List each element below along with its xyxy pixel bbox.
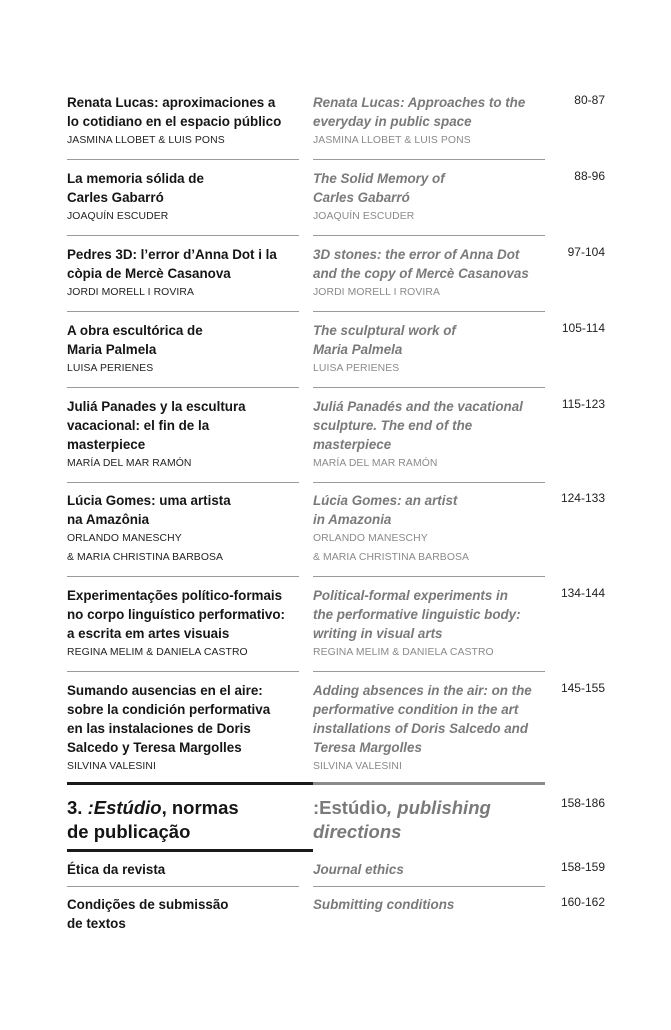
section-rule [67,782,313,785]
page-range: 124-133 [560,491,605,505]
entry-title-line: A obra escultórica de [67,323,203,338]
entry-translation [313,169,545,226]
entry-translation [313,681,545,776]
entry-title-line: in Amazonia [313,512,392,527]
entry-title-line: no corpo linguístico performativo: [67,607,285,622]
entry-authors: JASMINA LLOBET & LUIS PONS [67,135,225,146]
divider [67,311,299,312]
section-title-translation [313,796,545,844]
entry-title-line: everyday in public space [313,114,472,129]
entry-title-line: Adding absences in the air: on the [313,683,532,698]
page-range: 115-123 [561,397,605,411]
entry-title-line: Salcedo y Teresa Margolles [67,740,242,755]
page-range: 134-144 [560,586,605,600]
entry-translation [313,491,545,567]
entry-authors: JASMINA LLOBET & LUIS PONS [313,135,471,146]
entry-original [67,860,297,879]
entry-authors: REGINA MELIM & DANIELA CASTRO [67,647,248,658]
entry-title-line: lo cotidiano en el espacio público [67,114,282,129]
entry-title-line: sobre la condición performativa [67,702,271,717]
entry-authors: JORDI MORELL I ROVIRA [67,287,195,298]
divider [313,576,545,577]
entry-authors: & MARIA CHRISTINA BARBOSA [313,552,470,563]
page-range: 158-159 [560,860,605,874]
entry-title-line: Condições de submissão [67,897,229,912]
entry-title-line: de textos [67,916,126,931]
entry-translation [313,93,545,150]
section-title-line: directions [313,821,402,842]
entry-authors: MARÍA DEL MAR RAMÓN [313,458,438,469]
entry-title-line: sculpture. The end of the [313,418,473,433]
entry-title-line: na Amazônia [67,512,150,527]
entry-original [67,397,297,473]
entry-authors: ORLANDO MANESCHY [313,533,428,544]
divider [67,159,299,160]
entry-title-line: installations of Doris Salcedo and [313,721,529,736]
entry-title-line: Lúcia Gomes: uma artista [67,493,231,508]
entry-translation [313,245,545,302]
entry-title-line: and the copy of Mercè Casanovas [313,266,529,281]
entry-authors: LUISA PERIENES [67,363,154,374]
page-range: 105-114 [561,321,605,335]
entry-title-line: writing in visual arts [313,626,443,641]
entry-title-line: 3D stones: the error of Anna Dot [313,247,520,262]
entry-title-line: La memoria sólida de [67,171,204,186]
entry-authors: REGINA MELIM & DANIELA CASTRO [313,647,494,658]
entry-title-line: Juliá Panadés and the vacational [313,399,523,414]
section-rule [313,782,545,785]
divider [67,482,299,483]
divider [67,671,299,672]
entry-title-line: vacacional: el fin de la [67,418,210,433]
page-range: 88-96 [574,169,605,183]
page-range: 97-104 [567,245,605,259]
entry-title-line: The sculptural work of [313,323,456,338]
entry-title-line: masterpiece [67,437,146,452]
entry-original [67,93,297,150]
entry-title-line: Maria Palmela [313,342,403,357]
section-number: 3. [67,797,83,818]
entry-title-line: Pedres 3D: l’error d’Anna Dot i la [67,247,277,262]
section-title-original [67,796,313,844]
entry-translation [313,586,545,662]
entry-title-line: Political-formal experiments in [313,588,508,603]
divider [67,576,299,577]
entry-original [67,491,297,567]
entry-title-line: Journal ethics [313,862,404,877]
entry-authors: ORLANDO MANESCHY [67,533,182,544]
divider [67,235,299,236]
divider [313,482,545,483]
entry-translation [313,895,545,914]
entry-original [67,321,297,378]
entry-title-line: Renata Lucas: aproximaciones a [67,95,276,110]
entry-original [67,586,297,662]
page-range: 145-155 [560,681,605,695]
section-title-rest: , publishing [387,797,491,818]
divider [313,159,545,160]
entry-title-line: Juliá Panades y la escultura [67,399,246,414]
entry-title-line: còpia de Mercè Casanova [67,266,231,281]
entry-authors: LUISA PERIENES [313,363,400,374]
section-title-upright: :Estúdio [313,797,387,818]
section-title-rest: , normas [161,797,239,818]
entry-title-line: a escrita em artes visuais [67,626,230,641]
entry-title-line: Renata Lucas: Approaches to the [313,95,526,110]
section-title-line: de publicação [67,821,191,842]
entry-authors: SILVINA VALESINI [313,761,402,772]
divider [313,671,545,672]
entry-authors: JORDI MORELL I ROVIRA [313,287,441,298]
entry-title-line: Sumando ausencias en el aire: [67,683,263,698]
entry-authors: MARÍA DEL MAR RAMÓN [67,458,192,469]
divider [313,311,545,312]
entry-title-line: Teresa Margolles [313,740,422,755]
page-range: 80-87 [574,93,605,107]
divider [313,886,545,887]
entry-original [67,245,297,302]
page-range: 158-186 [560,796,605,810]
divider [67,886,299,887]
entry-title-line: performative condition in the art [313,702,519,717]
entry-authors: JOAQUÍN ESCUDER [313,211,415,222]
section-title-italic: :Estúdio [87,797,162,818]
entry-translation [313,321,545,378]
entry-title-line: masterpiece [313,437,392,452]
entry-authors: JOAQUÍN ESCUDER [67,211,169,222]
entry-title-line: Ética da revista [67,862,166,877]
entry-title-line: Maria Palmela [67,342,157,357]
entry-translation [313,860,545,879]
entry-original [67,681,297,776]
divider [67,387,299,388]
entry-original [67,169,297,226]
entry-title-line: Experimentações político-formais [67,588,283,603]
entry-authors: SILVINA VALESINI [67,761,156,772]
entry-title-line: en las instalaciones de Doris [67,721,251,736]
entry-title-line: Carles Gabarró [313,190,410,205]
page-range: 160-162 [560,895,605,909]
entry-title-line: Carles Gabarró [67,190,164,205]
entry-title-line: The Solid Memory of [313,171,445,186]
entry-translation [313,397,545,473]
divider [313,387,545,388]
divider [313,235,545,236]
entry-authors: & MARIA CHRISTINA BARBOSA [67,552,224,563]
entry-title-line: Submitting conditions [313,897,455,912]
entry-title-line: the performative linguistic body: [313,607,521,622]
entry-original [67,895,297,933]
section-rule [67,849,313,852]
entry-title-line: Lúcia Gomes: an artist [313,493,458,508]
